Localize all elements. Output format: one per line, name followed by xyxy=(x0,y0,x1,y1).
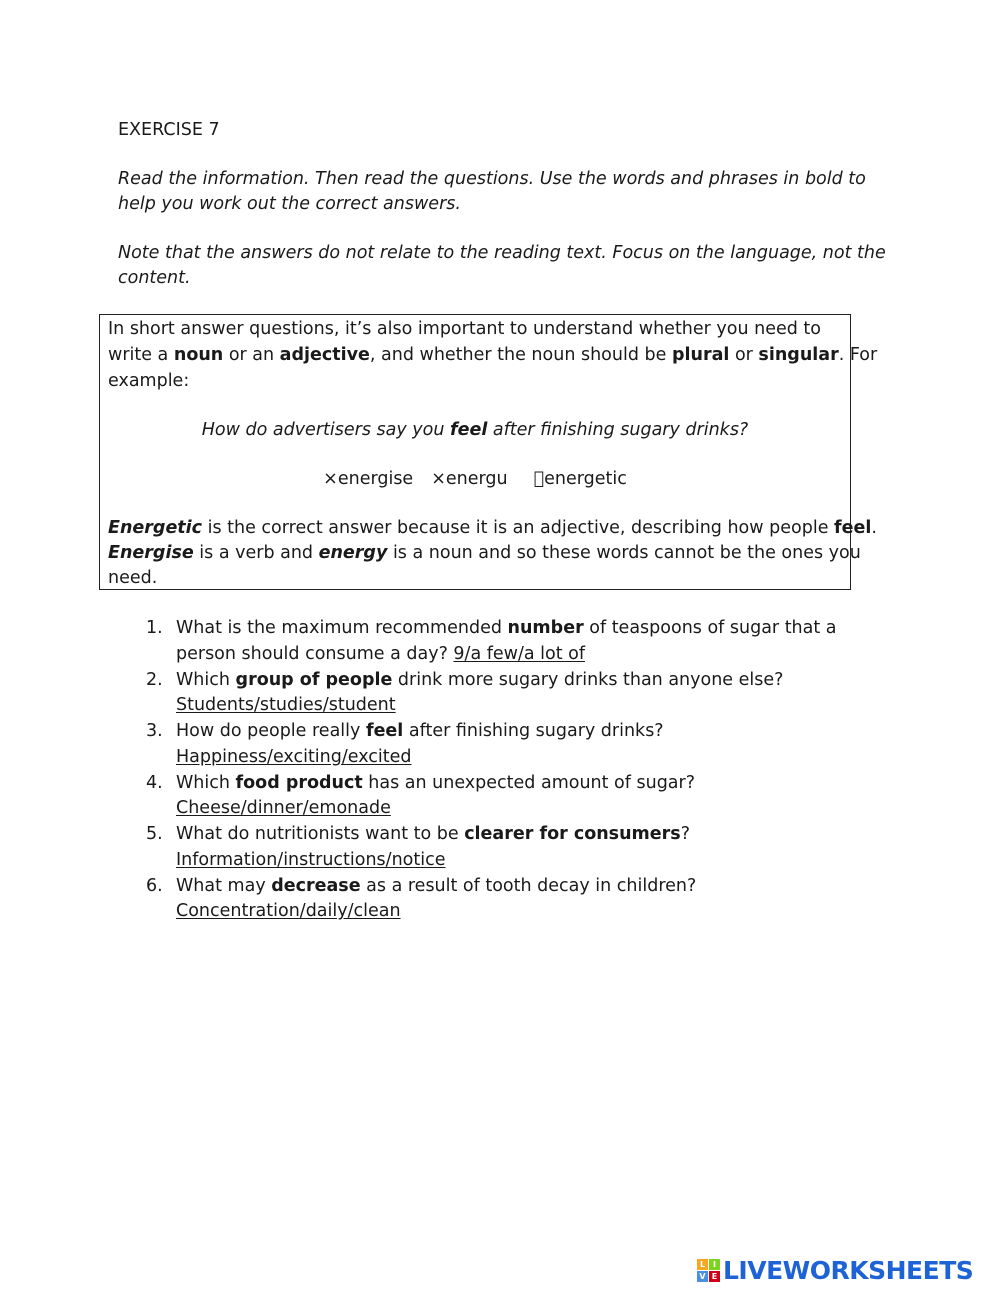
explanation-text: is the correct answer because it is an adjective, describing how people xyxy=(202,518,835,538)
question-text xyxy=(176,668,783,720)
question-part: person should consume a day? xyxy=(176,643,454,664)
example-text: after finishing sugary drinks? xyxy=(487,420,749,440)
info-text: write a xyxy=(108,345,174,365)
question-number: 5. xyxy=(146,824,163,844)
question-part: of teaspoons of sugar that a xyxy=(583,618,837,638)
logo-blocks-icon xyxy=(697,1259,720,1282)
instructions-paragraph-2 xyxy=(118,241,886,291)
info-line-1: In short answer questions, it’s also important to understand whether you need to xyxy=(108,319,822,339)
example-text: How do advertisers say you xyxy=(201,420,450,440)
question-keyword: number xyxy=(507,618,584,638)
answer-choices[interactable]: Concentration/daily/clean xyxy=(176,901,401,922)
term-energise: Energise xyxy=(108,543,194,563)
bold-term-noun: noun xyxy=(173,345,224,365)
explanation-line-2 xyxy=(108,541,861,566)
instructions-paragraph-1 xyxy=(118,167,866,217)
question-keyword: food product xyxy=(235,772,363,793)
question-part: What may xyxy=(176,875,272,896)
option-wrong-1: ×energise xyxy=(323,469,414,489)
liveworksheets-logo[interactable] xyxy=(697,1254,973,1286)
question-text xyxy=(176,874,696,926)
explanation-text: . xyxy=(871,518,877,538)
question-part: Which xyxy=(176,669,236,690)
logo-block: E xyxy=(709,1271,720,1282)
exercise-title: EXERCISE 7 xyxy=(118,120,220,140)
question-part: ? xyxy=(680,824,690,844)
question-part: How do people really xyxy=(176,721,366,741)
question-part: as a result of tooth decay in children? xyxy=(360,875,697,896)
bold-term-adjective: adjective xyxy=(279,345,370,365)
question-number: 4. xyxy=(146,772,163,793)
answer-choices[interactable]: Students/studies/student xyxy=(176,695,396,716)
info-box xyxy=(99,314,878,590)
question-number: 2. xyxy=(146,669,163,690)
term-energetic: Energetic xyxy=(108,518,203,538)
example-bold-feel: feel xyxy=(449,420,488,440)
instructions-line-4: content. xyxy=(118,268,191,288)
answer-choices[interactable]: Happiness/exciting/excited xyxy=(176,746,412,767)
question-part: What do nutritionists want to be xyxy=(176,824,465,844)
info-text: , and whether the noun should be xyxy=(369,345,672,365)
question-number: 3. xyxy=(146,721,163,741)
question-keyword: group of people xyxy=(235,669,393,690)
explanation-text: is a verb and xyxy=(193,543,319,563)
answer-choices[interactable]: 9/a few/a lot of xyxy=(453,643,586,664)
info-line-3: example: xyxy=(108,371,190,391)
question-number: 6. xyxy=(146,875,163,896)
explanation-line-3: need. xyxy=(108,568,158,588)
question-text xyxy=(176,822,690,874)
question-part: drink more sugary drinks than anyone else? xyxy=(392,669,784,690)
info-text: or xyxy=(729,345,759,365)
info-text: or an xyxy=(223,345,280,365)
option-correct:  energetic xyxy=(533,469,627,489)
question-keyword: decrease xyxy=(271,875,361,896)
example-options xyxy=(100,467,850,492)
example-question xyxy=(100,418,850,443)
explanation-text: is a noun and so these words cannot be the ones you xyxy=(387,543,861,563)
term-energy: energy xyxy=(318,543,388,563)
option-wrong-2: ×energu xyxy=(431,469,508,489)
answer-choices[interactable]: Cheese/dinner/emonade xyxy=(176,798,391,819)
question-text xyxy=(176,719,664,771)
logo-block: I xyxy=(709,1259,720,1270)
logo-wordmark: LIVEWORKSHEETS xyxy=(723,1255,974,1285)
question-text xyxy=(176,771,695,823)
logo-block: V xyxy=(697,1271,708,1282)
question-part: Which xyxy=(176,772,236,793)
question-number: 1. xyxy=(146,618,163,638)
question-keyword: feel xyxy=(365,721,404,741)
logo-block: L xyxy=(697,1259,708,1270)
info-text: . For xyxy=(838,345,878,365)
bold-term-feel: feel xyxy=(834,518,872,538)
question-part: has an unexpected amount of sugar? xyxy=(362,772,696,793)
instructions-line-2: help you work out the correct answers. xyxy=(118,194,461,214)
bold-term-singular: singular xyxy=(758,345,839,365)
question-keyword: clearer for consumers xyxy=(464,824,681,844)
question-text xyxy=(176,616,837,668)
question-part: What is the maximum recommended xyxy=(176,618,508,638)
question-part: after finishing sugary drinks? xyxy=(403,721,664,741)
answer-choices[interactable]: Information/instructions/notice xyxy=(176,849,446,870)
instructions-line-3: Note that the answers do not relate to the reading text. Focus on the language, not the xyxy=(118,243,886,263)
explanation-line-1 xyxy=(108,516,877,541)
bold-term-plural: plural xyxy=(671,345,730,365)
instructions-line-1: Read the information. Then read the questions. Use the words and phrases in bold to xyxy=(118,169,866,189)
info-line-2 xyxy=(108,343,877,368)
